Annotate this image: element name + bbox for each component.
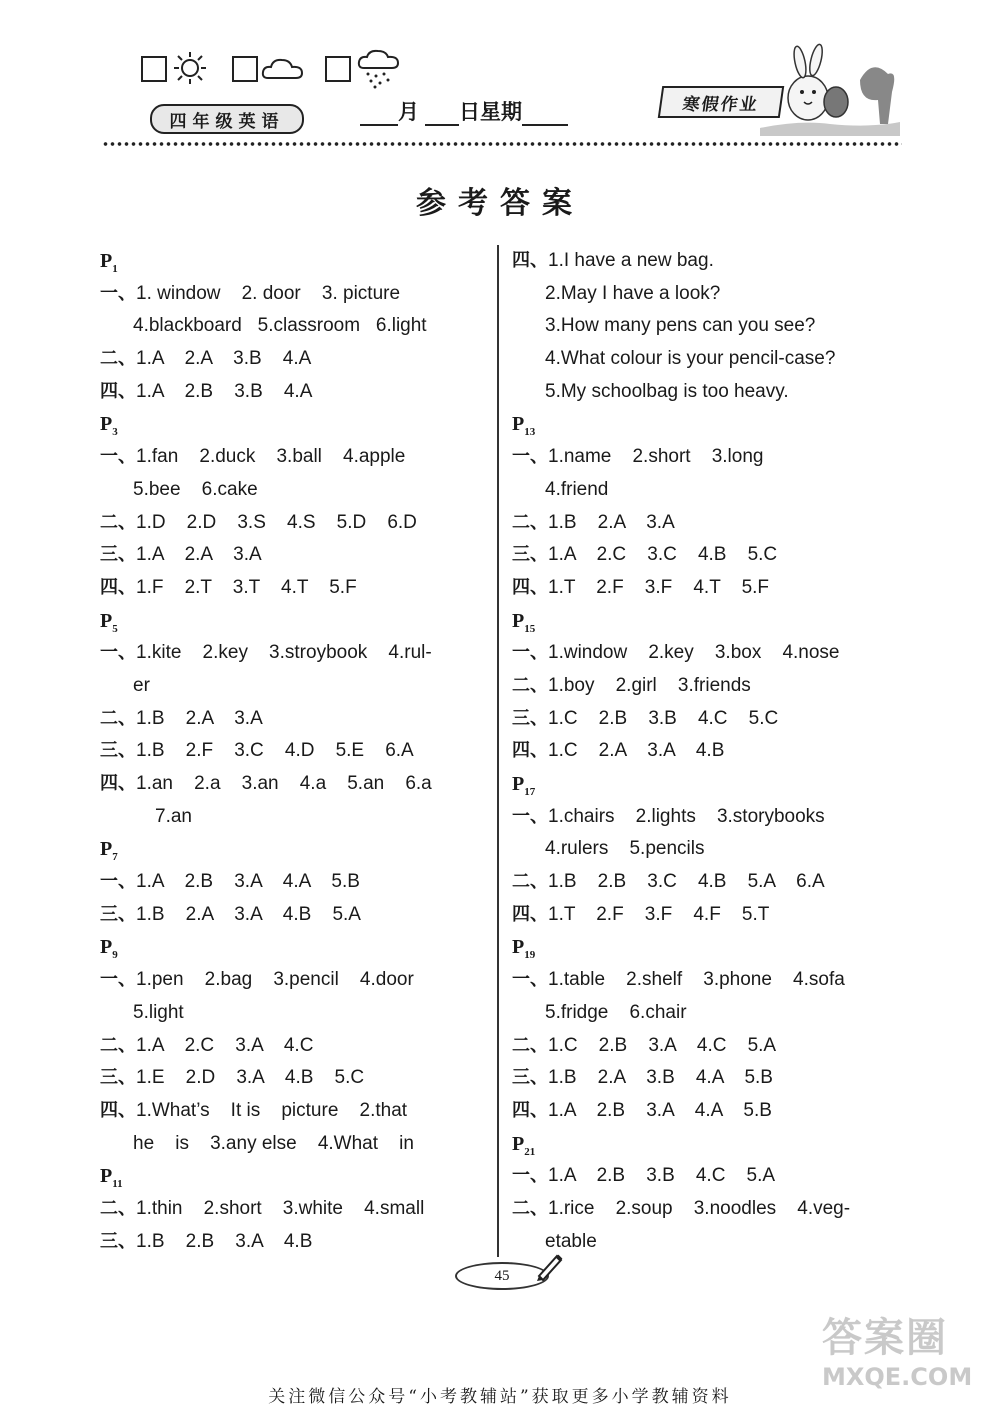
- page-ref-letter: P: [100, 609, 113, 632]
- page-ref-letter: P: [512, 1132, 525, 1155]
- answer-line: [100, 735, 495, 768]
- answer-line: [512, 1160, 907, 1193]
- answer-text: 1.B 2.A 3.B 4.A 5.B: [548, 1067, 773, 1089]
- section-number: 四、: [512, 740, 548, 762]
- section-number: 一、: [100, 969, 136, 991]
- page-ref-number: 21: [524, 1145, 536, 1158]
- answer-line-continuation: 5.My schoolbag is too heavy.: [545, 380, 789, 402]
- section-number: 二、: [512, 1034, 548, 1056]
- answer-line-continuation: 4.blackboard 5.classroom 6.light: [133, 315, 427, 337]
- section-number: 二、: [100, 1197, 136, 1219]
- weather-rain-icon: [356, 48, 402, 90]
- section-number: 三、: [512, 707, 548, 729]
- section-number: 一、: [512, 805, 548, 827]
- page-ref-letter: P: [512, 773, 525, 795]
- answer-text: 1.F 2.T 3.T 4.T 5.F: [136, 576, 357, 598]
- answer-text: 1.boy 2.girl 3.friends: [548, 674, 751, 696]
- page-ref-number: 5: [112, 622, 118, 635]
- answer-text: 1.A 2.B 3.B 4.A: [136, 380, 313, 402]
- answer-line: [512, 1062, 907, 1095]
- page-ref-heading: [100, 245, 495, 278]
- section-number: 三、: [100, 544, 136, 566]
- answer-line: [100, 1193, 495, 1226]
- section-number: 四、: [512, 250, 548, 271]
- answer-text: 1.C 2.B 3.A 4.C 5.A: [548, 1034, 777, 1056]
- answer-text: 1.rice 2.soup 3.noodles 4.veg-: [548, 1197, 851, 1219]
- section-number: 四、: [100, 380, 136, 402]
- answer-line-continuation: etable: [545, 1230, 597, 1252]
- answer-text: 1.A 2.B 3.A 4.A 5.B: [548, 1099, 772, 1121]
- page-ref-number: 1: [112, 263, 118, 275]
- page-ref-heading: [100, 833, 495, 866]
- section-number: 二、: [100, 348, 136, 370]
- answer-text: 1.T 2.F 3.F 4.T 5.F: [548, 576, 770, 598]
- section-number: 四、: [100, 1099, 136, 1121]
- page-ref-heading: [512, 1128, 907, 1161]
- column-divider: [497, 245, 499, 1257]
- answer-text: 1.B 2.B 3.C 4.B 5.A 6.A: [548, 871, 825, 893]
- answer-text: 1.A 2.B 3.B 4.C 5.A: [548, 1165, 776, 1187]
- answer-line: [100, 376, 495, 409]
- answer-text: 1.D 2.D 3.S 4.S 5.D 6.D: [136, 511, 417, 533]
- month-label: 月: [398, 99, 419, 124]
- section-number: 四、: [512, 1099, 548, 1121]
- answer-line: [512, 572, 907, 605]
- section-number: 一、: [100, 642, 136, 664]
- answer-line: [100, 703, 495, 736]
- answer-text: 1.kite 2.key 3.stroybook 4.rul-: [136, 642, 432, 664]
- answer-line-continuation: 3.How many pens can you see?: [545, 315, 816, 337]
- answer-line: [512, 245, 907, 278]
- section-number: 二、: [512, 1197, 548, 1219]
- section-number: 四、: [512, 576, 548, 598]
- answer-line: [100, 1062, 495, 1095]
- answer-line: [512, 964, 907, 997]
- watermark-url: MXQE.COM: [822, 1363, 973, 1391]
- section-number: 三、: [100, 903, 136, 925]
- answer-line: [512, 866, 907, 899]
- section-number: 一、: [512, 969, 548, 991]
- page-ref-letter: P: [512, 936, 525, 959]
- answer-text: 1.I have a new bag.: [548, 250, 714, 271]
- page-ref-letter: P: [100, 1165, 113, 1188]
- answer-line: [100, 866, 495, 899]
- right-answer-column: [512, 245, 907, 1258]
- answer-line: [512, 1030, 907, 1063]
- answer-line: [512, 539, 907, 572]
- page-ref-heading: [512, 768, 907, 801]
- section-number: 一、: [100, 871, 136, 893]
- answer-text: 1.an 2.a 3.an 4.a 5.an 6.a: [136, 773, 432, 794]
- answer-text: 1.A 2.B 3.A 4.A 5.B: [136, 871, 360, 893]
- answer-text: 1.thin 2.short 3.white 4.small: [136, 1197, 425, 1219]
- section-number: 一、: [100, 446, 136, 468]
- header-dotted-divider: [102, 141, 902, 147]
- section-number: 二、: [512, 674, 548, 696]
- section-number: 一、: [512, 1165, 548, 1187]
- section-number: 四、: [100, 773, 136, 794]
- answer-line-continuation: 2.May I have a look?: [545, 282, 721, 304]
- page-ref-letter: P: [100, 838, 113, 861]
- answer-line: [100, 507, 495, 540]
- section-number: 三、: [512, 1067, 548, 1089]
- answer-text: 1.C 2.B 3.B 4.C 5.C: [548, 707, 779, 729]
- section-number: 一、: [512, 642, 548, 664]
- answer-line: [512, 637, 907, 670]
- weather-rain-checkbox[interactable]: [325, 56, 351, 82]
- answer-line: [100, 441, 495, 474]
- answer-line: [512, 1193, 907, 1226]
- section-number: 二、: [512, 511, 548, 533]
- answer-text: 1.A 2.C 3.C 4.B 5.C: [548, 544, 778, 566]
- answer-line-continuation: 4.friend: [545, 478, 609, 500]
- answer-line: [100, 1030, 495, 1063]
- answer-text: 1.C 2.A 3.A 4.B: [548, 740, 725, 762]
- section-number: 三、: [100, 1230, 136, 1252]
- page-ref-heading: [100, 931, 495, 964]
- page-ref-letter: P: [100, 250, 113, 272]
- answer-text: 1.A 2.A 3.B 4.A: [136, 348, 312, 370]
- answer-text: 1.T 2.F 3.F 4.F 5.T: [548, 903, 770, 925]
- answer-line: [100, 539, 495, 572]
- answer-text: 1.B 2.B 3.A 4.B: [136, 1230, 313, 1252]
- answer-line-continuation: 5.light: [133, 1001, 184, 1023]
- date-line: [360, 96, 568, 126]
- answer-line: [100, 343, 495, 376]
- weather-cloudy-icon: [260, 54, 306, 84]
- answer-text: 1.table 2.shelf 3.phone 4.sofa: [548, 969, 845, 991]
- answer-line: [512, 507, 907, 540]
- page-title: 参考答案: [416, 186, 584, 221]
- page-ref-number: 9: [112, 949, 118, 962]
- answer-text: 1.B 2.A 3.A 4.B 5.A: [136, 903, 361, 925]
- day-blank[interactable]: [425, 102, 459, 126]
- answer-text: 1.fan 2.duck 3.ball 4.apple: [136, 446, 406, 468]
- answer-line: [512, 670, 907, 703]
- weather-cloudy-checkbox[interactable]: [232, 56, 258, 82]
- answer-text: 1.A 2.A 3.A: [136, 544, 262, 566]
- day-weekday-label: 日星期: [459, 99, 522, 124]
- section-number: 一、: [100, 282, 136, 304]
- answer-line: [100, 768, 495, 801]
- answer-text: 1.B 2.F 3.C 4.D 5.E 6.A: [136, 740, 414, 762]
- section-number: 三、: [512, 544, 548, 566]
- section-number: 二、: [100, 707, 136, 729]
- answer-line: [100, 572, 495, 605]
- page-ref-number: 15: [524, 622, 536, 635]
- answer-line: [100, 1095, 495, 1128]
- answer-text: 1.chairs 2.lights 3.storybooks: [548, 805, 825, 827]
- answer-text: 1.A 2.C 3.A 4.C: [136, 1034, 314, 1056]
- section-number: 三、: [100, 740, 136, 762]
- page-ref-heading: [100, 408, 495, 441]
- answer-line: [100, 278, 495, 311]
- page-ref-letter: P: [512, 413, 525, 436]
- page-ref-letter: P: [512, 609, 525, 632]
- answer-line: [100, 1226, 495, 1259]
- weather-sunny-checkbox[interactable]: [141, 56, 167, 82]
- pencil-icon: [533, 1250, 565, 1282]
- page-ref-number: 17: [524, 786, 536, 798]
- section-number: 一、: [512, 446, 548, 468]
- weather-sunny-icon: [170, 50, 210, 86]
- section-number: 二、: [100, 511, 136, 533]
- page-ref-heading: [512, 605, 907, 638]
- answer-line-continuation: 5.bee 6.cake: [133, 478, 258, 500]
- left-answer-column: [100, 245, 495, 1258]
- page-ref-number: 7: [112, 851, 118, 864]
- answer-text: 1. window 2. door 3. picture: [136, 282, 401, 304]
- answer-line: [100, 964, 495, 997]
- winter-homework-label: 寒假作业: [681, 94, 761, 115]
- answer-line-continuation: 4.What colour is your pencil-case?: [545, 348, 836, 370]
- grade-subject-badge: 四年级英语: [150, 104, 304, 134]
- page-ref-heading: [100, 1160, 495, 1193]
- weekday-blank[interactable]: [522, 102, 568, 126]
- answer-text: 1.E 2.D 3.A 4.B 5.C: [136, 1067, 365, 1089]
- answer-line: [512, 703, 907, 736]
- answer-line-continuation: er: [133, 674, 150, 696]
- page-ref-number: 13: [524, 426, 536, 439]
- month-blank[interactable]: [360, 102, 398, 126]
- answer-text: 1.name 2.short 3.long: [548, 446, 764, 468]
- answer-line-continuation: he is 3.any else 4.What in: [133, 1132, 414, 1154]
- page-ref-letter: P: [100, 413, 113, 436]
- watermark-logo-text: 答案圈: [822, 1315, 948, 1361]
- section-number: 二、: [100, 1034, 136, 1056]
- answer-line-continuation: 7.an: [155, 805, 192, 827]
- section-number: 四、: [100, 576, 136, 598]
- answer-line: [512, 899, 907, 932]
- answer-line-continuation: 5.fridge 6.chair: [545, 1001, 687, 1023]
- answer-line: [100, 899, 495, 932]
- answer-text: 1.B 2.A 3.A: [548, 511, 675, 533]
- page-ref-number: 11: [112, 1178, 123, 1191]
- answer-line: [512, 441, 907, 474]
- section-number: 四、: [512, 903, 548, 925]
- answer-text: 1.pen 2.bag 3.pencil 4.door: [136, 969, 414, 991]
- answer-text: 1.window 2.key 3.box 4.nose: [548, 642, 840, 664]
- answer-line: [512, 801, 907, 834]
- page-number: 45: [455, 1262, 549, 1290]
- page-ref-heading: [512, 408, 907, 441]
- page-ref-heading: [512, 931, 907, 964]
- page-ref-number: 19: [524, 949, 536, 962]
- answer-line: [512, 1095, 907, 1128]
- page-ref-number: 3: [112, 426, 118, 439]
- page-ref-letter: P: [100, 936, 113, 959]
- answer-line-continuation: 4.rulers 5.pencils: [545, 838, 705, 860]
- page-ref-heading: [100, 605, 495, 638]
- section-number: 三、: [100, 1067, 136, 1089]
- footer-note: 关注微信公众号“小考教辅站”获取更多小学教辅资料: [268, 1387, 732, 1407]
- section-number: 二、: [512, 871, 548, 893]
- rabbit-illustration: [760, 40, 900, 140]
- answer-line: [100, 637, 495, 670]
- answer-line: [512, 735, 907, 768]
- answer-text: 1.What’s It is picture 2.that: [136, 1099, 408, 1121]
- answer-text: 1.B 2.A 3.A: [136, 707, 263, 729]
